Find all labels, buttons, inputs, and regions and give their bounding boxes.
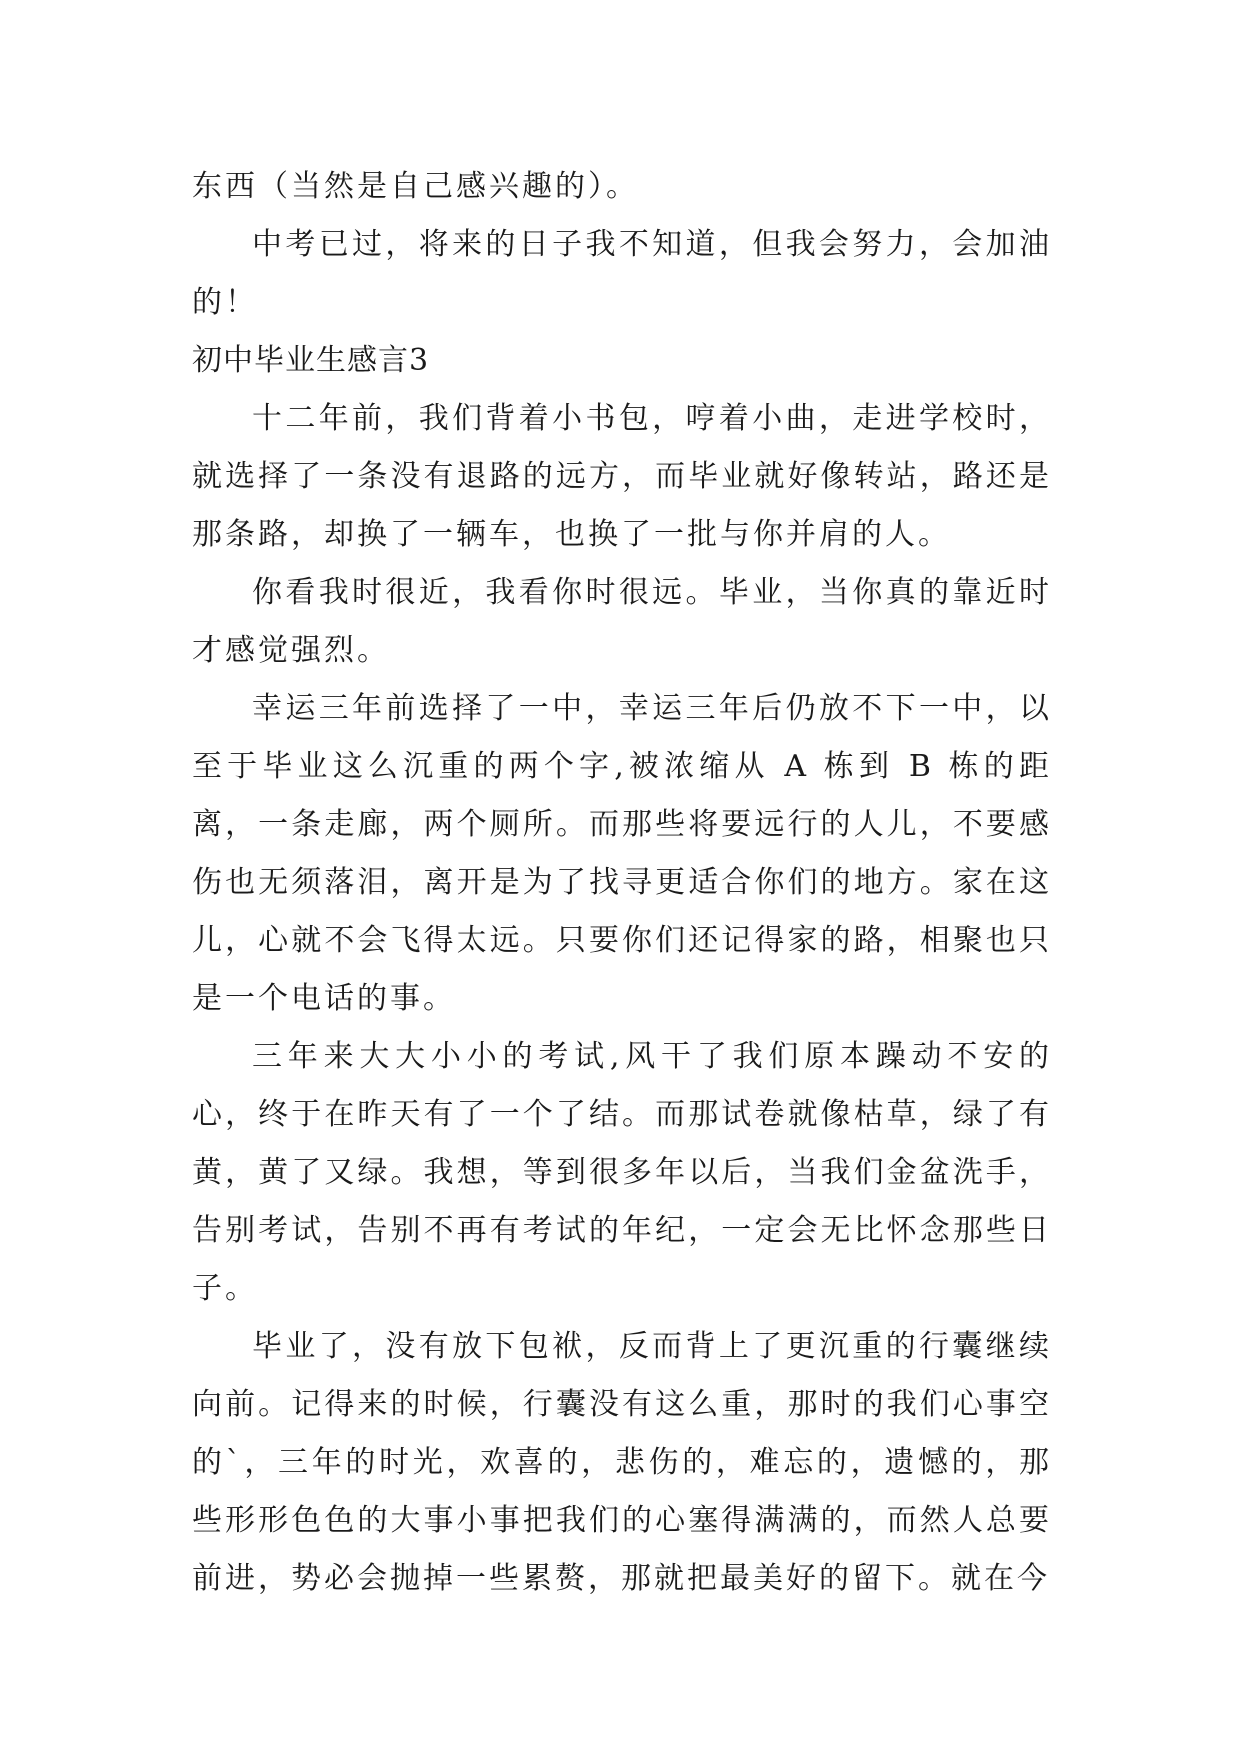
paragraph: 十二年前，我们背着小书包，哼着小曲，走进学校时，就选择了一条没有退路的远方，而毕业就好像转站，路还是那条路，却换了一辆车，也换了一批与你并肩的人。 <box>192 401 1052 552</box>
document-body <box>192 158 1052 1608</box>
section-heading: 初中毕业生感言3 <box>192 343 430 378</box>
paragraph: 毕业了，没有放下包袱，反而背上了更沉重的行囊继续向前。记得来的时候，行囊没有这么重，那时的我们心事空的`，三年的时光，欢喜的，悲伤的，难忘的，遗憾的，那些形形色色的大事小事把我们的心塞得满满的，而然人总要前进，势必会抛掉一些累赘，那就把最美好的留下。就在今 <box>192 1329 1052 1596</box>
paragraph: 三年来大大小小的考试,风干了我们原本躁动不安的心，终于在昨天有了一个了结。而那试卷就像枯草，绿了有黄，黄了又绿。我想，等到很多年以后，当我们金盆洗手，告别考试，告别不再有考试的年纪，一定会无比怀念那些日子。 <box>192 1039 1052 1306</box>
paragraph: 你看我时很近，我看你时很远。毕业，当你真的靠近时才感觉强烈。 <box>192 575 1052 668</box>
paragraph: 东西（当然是自己感兴趣的）。 <box>192 169 639 204</box>
paragraph: 中考已过，将来的日子我不知道，但我会努力，会加油的！ <box>192 227 1052 320</box>
paragraph: 幸运三年前选择了一中，幸运三年后仍放不下一中，以至于毕业这么沉重的两个字,被浓缩从 A 栋到 B 栋的距离，一条走廊，两个厕所。而那些将要远行的人儿，不要感伤也无须落泪，离开是为了找寻更适合你们的地方。家在这儿，心就不会飞得太远。只要你们还记得家的路，相聚也只是一个电话的事。 <box>192 691 1052 1016</box>
